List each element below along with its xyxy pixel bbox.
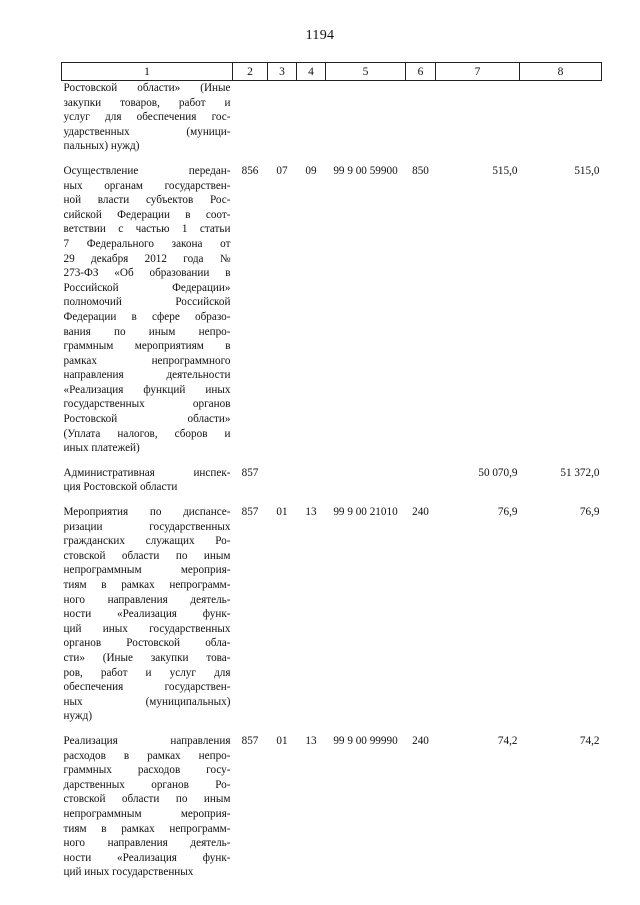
row-spacer — [62, 724, 602, 734]
cell-col-7: 76,9 — [497, 506, 518, 519]
cell-description — [62, 164, 233, 456]
description-line: ризации государственных — [63, 520, 231, 533]
description-line: Ростовской области» — [63, 413, 231, 426]
description-line: тиям в рамках непрограмм- — [63, 579, 231, 591]
description-line: «Реализация функций иных — [63, 383, 231, 396]
cell-col-3: 07 — [276, 164, 288, 177]
column-header: 8 — [520, 63, 602, 81]
description-line: полномочий Российской — [63, 296, 231, 309]
description-line: сийской Федерации в соот- — [63, 208, 231, 221]
cell-col-6: 240 — [412, 506, 429, 519]
description-line: ной власти субъектов Рос- — [63, 194, 231, 207]
description-line: тиям в рамках непрограмм- — [63, 822, 231, 835]
cell-col-4: 13 — [305, 506, 317, 519]
description-line: Реализация направления — [63, 734, 231, 747]
description-line: граммным мероприятиям в — [63, 340, 231, 353]
description-line: 7 Федерального закона от — [63, 237, 231, 250]
column-header: 3 — [268, 63, 297, 81]
cell-description — [62, 81, 233, 154]
cell-col-6: 240 — [412, 734, 429, 747]
description-line: услуг для обеспечения гос- — [63, 111, 231, 124]
cell-col-6 — [406, 81, 436, 154]
description-line: стовской области по иным — [63, 549, 231, 562]
description-line: Федерации в сфере образо- — [63, 310, 231, 323]
table-row — [62, 505, 602, 724]
cell-col-4 — [297, 466, 326, 495]
description-line: ности «Реализация функ- — [63, 851, 231, 864]
cell-col-7: 515,0 — [492, 164, 518, 177]
description-line: ветствии с частью 1 статьи — [63, 223, 231, 236]
description-line: закупки товаров, работ и — [63, 96, 231, 109]
cell-col-8 — [520, 81, 602, 154]
column-header: 2 — [233, 63, 268, 81]
cell-col-4 — [297, 81, 326, 154]
cell-col-2: 857 — [241, 506, 259, 519]
cell-col-4: 13 — [305, 734, 317, 747]
cell-col-7 — [436, 81, 520, 154]
description-line: расходов в рамках непро- — [63, 749, 231, 762]
description-line: Административная инспек- — [63, 466, 231, 479]
description-line: (Уплата налогов, сборов и — [63, 427, 231, 440]
cell-col-5: 99 9 00 59900 — [333, 164, 398, 177]
cell-col-6 — [406, 466, 436, 495]
description-line: ций иных государственных — [63, 866, 194, 879]
description-line: ных органам государствен- — [63, 179, 231, 192]
cell-col-5: 99 9 00 21010 — [333, 506, 398, 519]
description-line: вания по иным непро- — [63, 325, 231, 338]
description-line: ного направления деятель- — [63, 837, 231, 850]
description-line: Ростовской области» (Иные — [63, 82, 231, 94]
row-spacer-cell — [62, 495, 602, 505]
row-spacer — [62, 154, 602, 164]
row-spacer — [62, 495, 602, 505]
cell-col-3 — [268, 81, 297, 154]
description-line: 273-ФЗ «Об образовании в — [63, 267, 231, 280]
cell-col-6: 850 — [412, 164, 429, 177]
description-line: граммных расходов госу- — [63, 764, 231, 777]
cell-col-3: 01 — [276, 506, 288, 519]
row-spacer-cell — [62, 154, 602, 164]
cell-col-5 — [326, 466, 406, 495]
cell-col-8: 515,0 — [574, 164, 600, 177]
column-header: 1 — [62, 63, 233, 81]
description-line: нужд) — [63, 710, 93, 723]
table-row — [62, 466, 602, 495]
cell-col-8: 51 372,0 — [560, 466, 600, 479]
description-line: ций иных государственных — [63, 622, 231, 635]
budget-table — [61, 62, 602, 880]
description-line: гражданских служащих Ро- — [63, 535, 231, 548]
column-header: 4 — [297, 63, 326, 81]
cell-description — [62, 505, 233, 724]
column-header: 5 — [326, 63, 406, 81]
column-header: 6 — [406, 63, 436, 81]
cell-col-3: 01 — [276, 734, 288, 747]
cell-col-2 — [233, 81, 268, 154]
description-line: непрограммным мероприя- — [63, 807, 231, 820]
description-line: ров, работ и услуг для — [63, 666, 231, 679]
cell-col-8: 76,9 — [579, 506, 600, 519]
column-header: 7 — [436, 63, 520, 81]
cell-col-2: 857 — [241, 734, 259, 747]
description-line: ных (муниципальных) — [63, 695, 231, 708]
row-spacer-cell — [62, 456, 602, 466]
description-line: направления деятельности — [63, 369, 231, 382]
row-spacer-cell — [62, 724, 602, 734]
description-line: органов Ростовской обла- — [63, 637, 231, 650]
description-line: иных платежей) — [63, 442, 140, 455]
description-line: стовской области по иным — [63, 793, 231, 806]
cell-col-2: 856 — [241, 164, 259, 177]
description-line: сти» (Иные закупки това- — [63, 651, 231, 664]
cell-description — [62, 734, 233, 880]
description-line: 29 декабря 2012 года № — [63, 252, 231, 265]
table-row — [62, 81, 602, 154]
cell-col-5: 99 9 00 99990 — [333, 734, 398, 747]
cell-col-7: 74,2 — [497, 734, 518, 747]
page-number: 1194 — [305, 28, 335, 43]
description-line: пальных) нужд) — [63, 140, 140, 153]
table-row — [62, 164, 602, 456]
table-row — [62, 734, 602, 880]
description-line: государственных органов — [63, 398, 231, 411]
cell-col-3 — [268, 466, 297, 495]
description-line: Мероприятия по диспансе- — [63, 506, 231, 519]
description-line: Осуществление передан- — [63, 164, 231, 177]
cell-col-8: 74,2 — [579, 734, 600, 747]
cell-col-4: 09 — [305, 164, 317, 177]
description-line: ного направления деятель- — [63, 593, 231, 606]
description-line: обеспечения государствен- — [63, 681, 231, 694]
description-line: дарственных органов Ро- — [63, 778, 231, 791]
table-body — [62, 81, 602, 880]
description-line: ударственных (муници- — [63, 125, 231, 138]
cell-description — [62, 466, 233, 495]
description-line: ция Ростовской области — [63, 481, 178, 494]
description-line: Российской Федерации» — [63, 281, 231, 294]
description-line: непрограммным мероприя- — [63, 564, 231, 577]
table-header-row — [62, 63, 602, 81]
cell-col-2: 857 — [241, 466, 259, 479]
description-line: рамках непрограммного — [63, 354, 231, 367]
row-spacer — [62, 456, 602, 466]
cell-col-7: 50 070,9 — [478, 466, 518, 479]
description-line: ности «Реализация функ- — [63, 608, 231, 621]
cell-col-5 — [326, 81, 406, 154]
